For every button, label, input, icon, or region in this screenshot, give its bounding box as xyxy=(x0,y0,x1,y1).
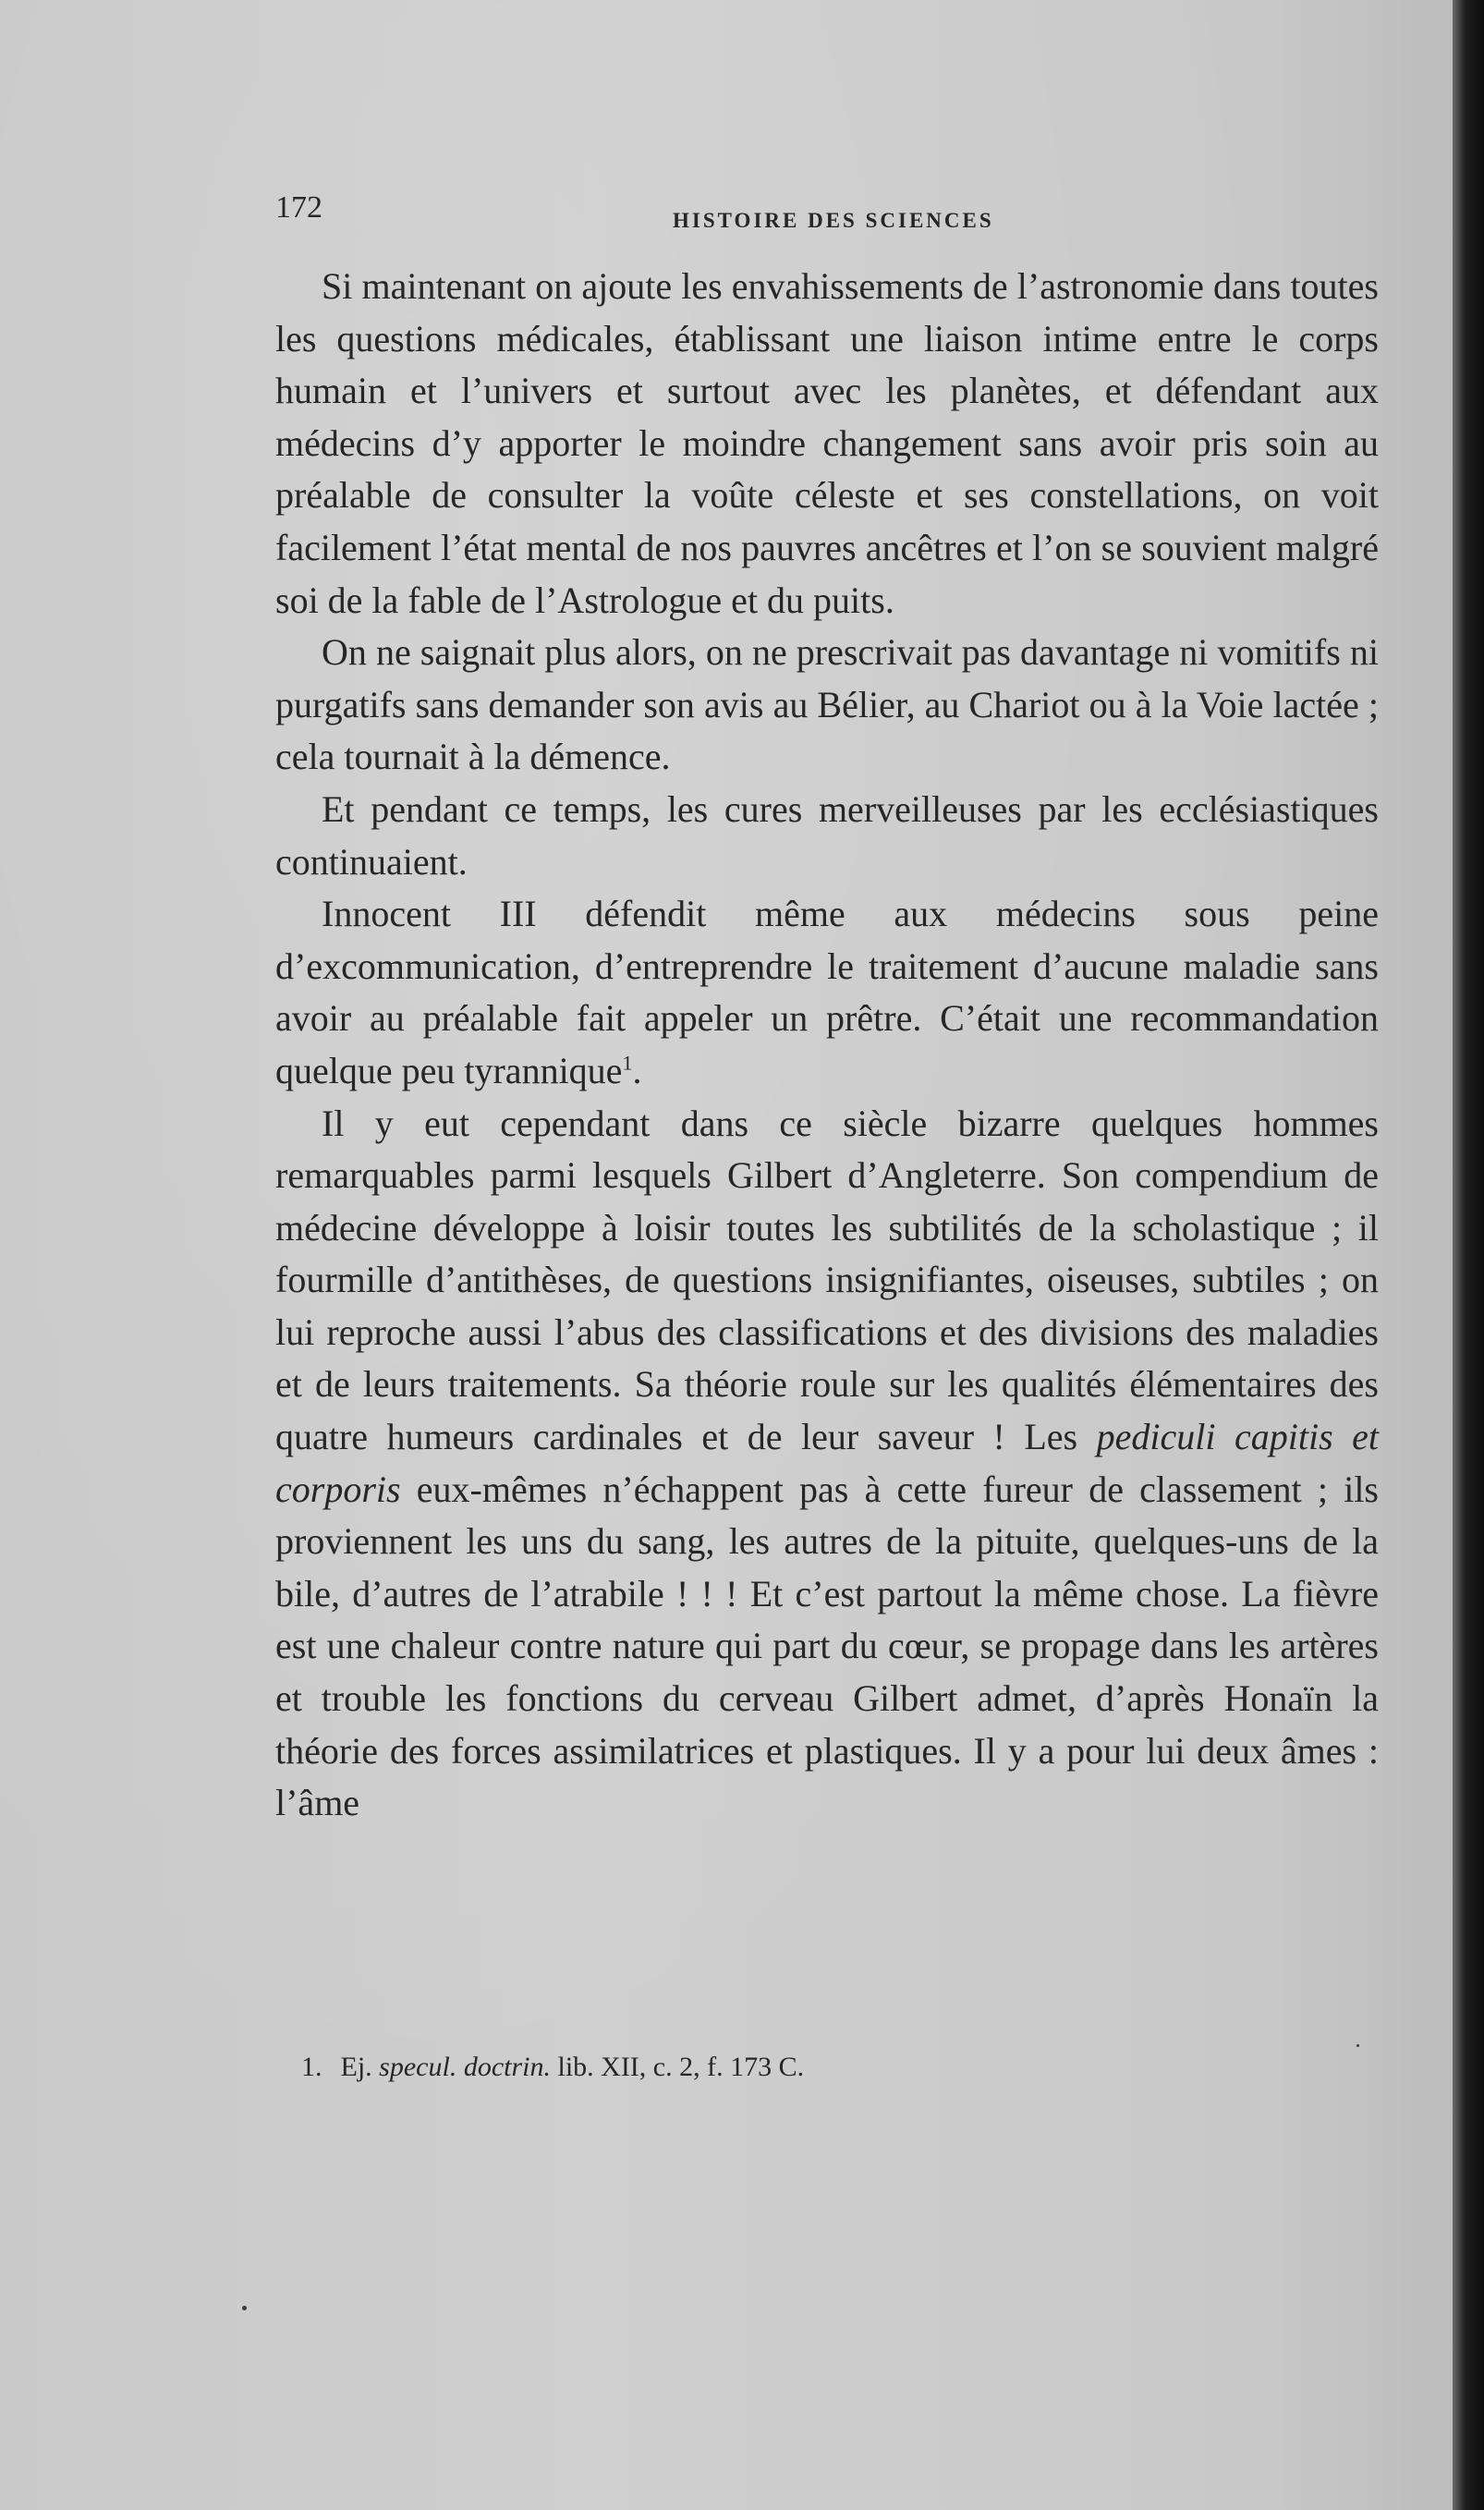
latin-term: pediculi capitis et corporis xyxy=(275,1416,1380,1510)
page-edge-shadow xyxy=(1453,0,1484,2510)
footnote-prefix: Ej. xyxy=(340,2052,372,2082)
footnote-reference: 1 xyxy=(622,1051,633,1075)
footnote xyxy=(301,2052,804,2083)
paragraph-innocent xyxy=(275,888,1379,1097)
paragraph-text: Il y eut cependant dans ce siècle bizarre quelques hommes remarquables parmi lesquels Gilbert d’Angleterre. Son compendium de médecine développe à loisir toutes les subtilités de la scholastique ; il fourmille d’antithèses, de questions insignifiantes, oiseuses, subtiles ; on lui reproche aussi l’abus des classifications et des divisions des maladies et de leurs traitements. Sa théorie roule sur les qualités élémentaires des quatre humeurs cardinales et de leur saveur ! Les xyxy=(275,1102,1379,1458)
footnote-reference-text: lib. XII, c. 2, f. 173 C. xyxy=(557,2052,805,2082)
running-head: HISTOIRE DES SCIENCES xyxy=(673,209,994,232)
footnote-title: specul. doctrin. xyxy=(379,2052,551,2082)
paper-speck xyxy=(1356,2044,1359,2047)
paragraph-text: Et pendant ce temps, les cures merveilleuses par les ecclésiastiques continuaient. xyxy=(275,787,1379,883)
paragraph-text: Si maintenant on ajoute les envahissements de l’astronomie dans toutes les questions médicales, établissant une liaison intime entre le corps humain et l’univers et surtout avec les planètes, et défendant aux médecins d’y apporter le moindre changement sans avoir pris soin au préalable de consulter la voûte céleste et ses constellations, on voit facilement l’état mental de nos pauvres ancêtres et l’on se souvient malgré soi de la fable de l’Astrologue et du puits. xyxy=(275,265,1379,621)
paragraph-astronomy xyxy=(275,261,1379,627)
paragraph-text: Innocent III défendit même aux médecins sous peine d’excommunication, d’entreprendre le traitement d’aucune maladie sans avoir au préalable fait appeler un prêtre. C’était une recommandation quelque peu tyrannique xyxy=(275,893,1379,1091)
paper-speck xyxy=(242,2306,247,2310)
paragraph-cures xyxy=(275,784,1379,888)
page-header xyxy=(275,190,1384,237)
paragraph-text: On ne saignait plus alors, on ne prescrivait pas davantage ni vomitifs ni purgatifs sans demander son avis au Bélier, au Chariot ou à la Voie lactée ; cela tournait à la démence. xyxy=(275,631,1379,778)
paragraph-end: . xyxy=(632,1049,642,1091)
paragraph-gilbert xyxy=(275,1098,1379,1830)
paragraph-text-continued: eux-mêmes n’échappent pas à cette fureur de classement ; ils proviennent les uns du sang, les autres de la pituite, quelques-uns de la bile, d’autres de l’atrabile ! ! ! Et c’est partout la même chose. La fièvre est une chaleur contre nature qui part du cœur, se propage dans les artères et trouble les fonctions du cerveau Gilbert admet, d’après Honaïn la théorie des forces assimilatrices et plastiques. Il y a pour lui deux âmes : l’âme xyxy=(275,1468,1380,1824)
paragraph-bloodletting xyxy=(275,627,1379,784)
page-number: 172 xyxy=(275,190,322,225)
footnote-marker: 1. xyxy=(301,2052,322,2082)
body-text xyxy=(275,261,1379,1830)
